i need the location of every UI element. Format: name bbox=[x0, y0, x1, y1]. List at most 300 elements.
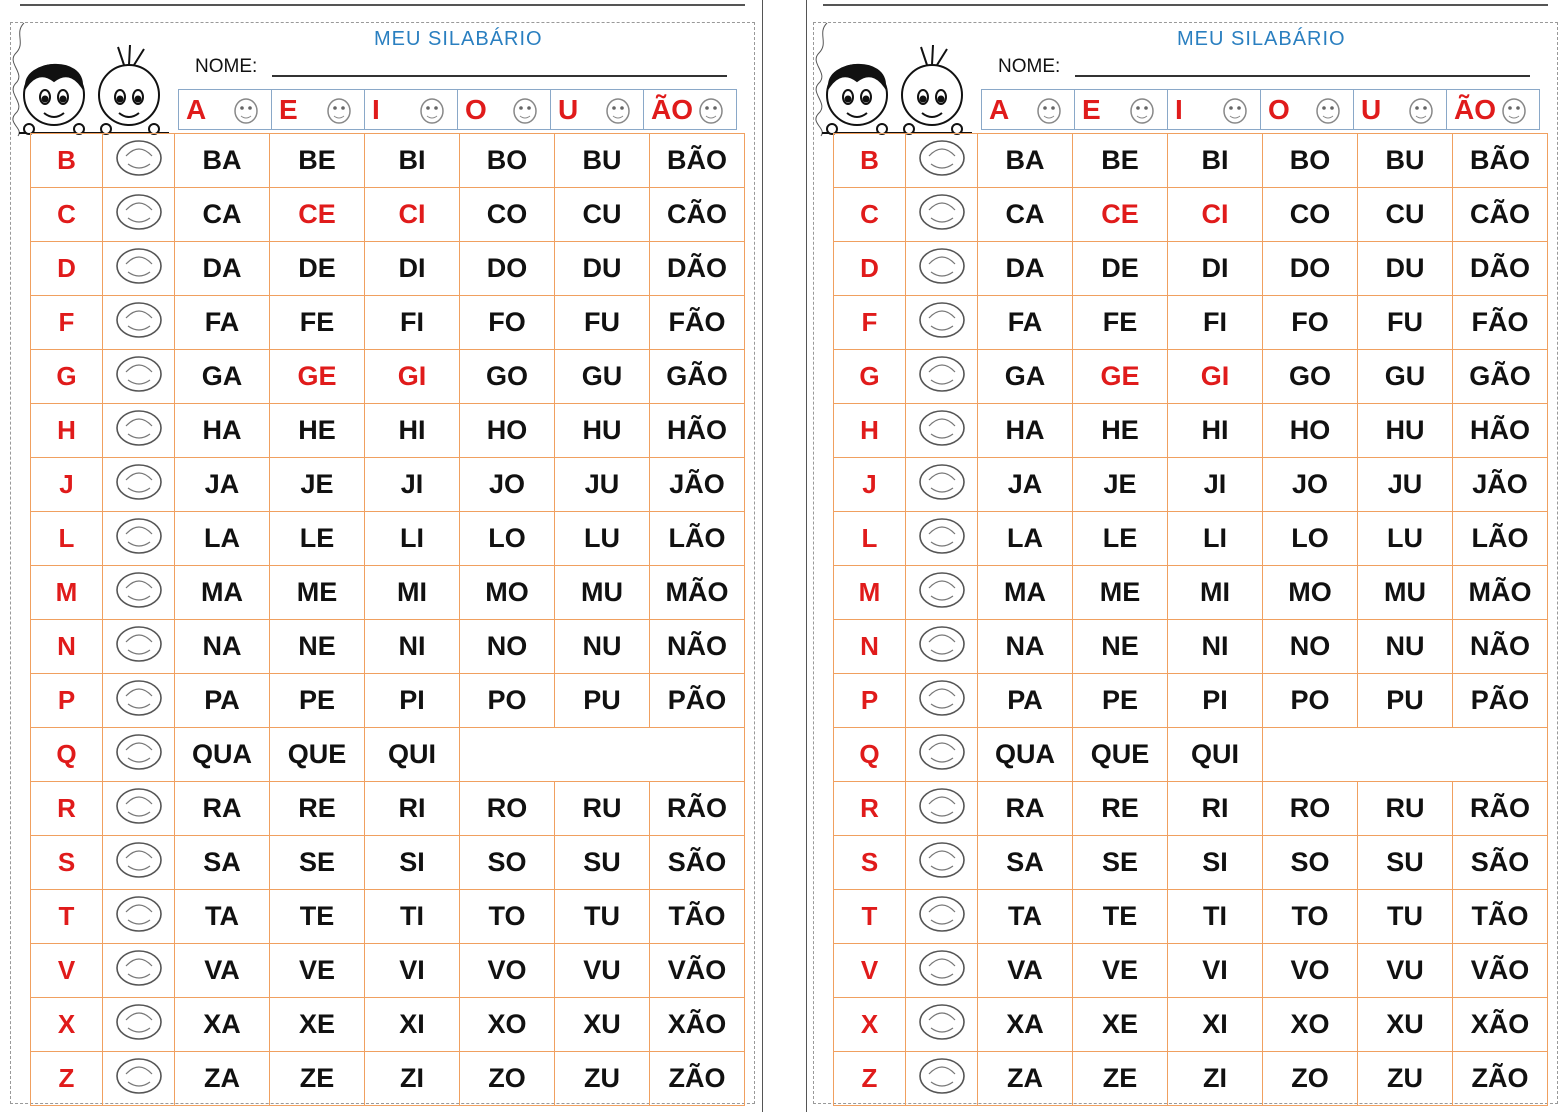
consonant-cell: F bbox=[834, 296, 906, 350]
consonant-cell: J bbox=[834, 458, 906, 512]
syllable-cell: FÃO bbox=[650, 296, 745, 350]
syllable-cell: JA bbox=[175, 458, 270, 512]
picture-cell bbox=[103, 890, 175, 944]
balloon-icon bbox=[1497, 93, 1531, 127]
syllable-cell: XI bbox=[1168, 998, 1263, 1052]
name-field-line[interactable] bbox=[1075, 75, 1530, 77]
syllable-cell: LI bbox=[1168, 512, 1263, 566]
syllable-cell: DU bbox=[555, 242, 650, 296]
indian-icon bbox=[415, 93, 449, 127]
syllable-cell: LO bbox=[460, 512, 555, 566]
syllable-cell: XU bbox=[555, 998, 650, 1052]
table-row bbox=[31, 944, 745, 998]
sun-icon bbox=[108, 836, 170, 882]
owl-icon bbox=[508, 93, 542, 127]
dice-icon bbox=[108, 242, 170, 288]
syllable-cell: TO bbox=[460, 890, 555, 944]
syllable-cell: MI bbox=[365, 566, 460, 620]
cat-icon bbox=[108, 350, 170, 396]
consonant-cell: J bbox=[31, 458, 103, 512]
consonant-cell: M bbox=[31, 566, 103, 620]
syllable-cell: NE bbox=[270, 620, 365, 674]
syllable-cell: RI bbox=[365, 782, 460, 836]
syllable-cell: TÃO bbox=[1453, 890, 1548, 944]
table-row bbox=[834, 134, 1548, 188]
table-row bbox=[834, 998, 1548, 1052]
picture-cell bbox=[906, 944, 978, 998]
syllable-cell: SÃO bbox=[1453, 836, 1548, 890]
syllable-cell: CÃO bbox=[1453, 188, 1548, 242]
syllable-cell: LI bbox=[365, 512, 460, 566]
syllable-cell: MA bbox=[978, 566, 1073, 620]
elephant-icon bbox=[1125, 93, 1159, 127]
picture-cell bbox=[906, 350, 978, 404]
syllable-cell: BI bbox=[365, 134, 460, 188]
syllable-cell: VÃO bbox=[650, 944, 745, 998]
syllable-cell: FE bbox=[270, 296, 365, 350]
syllable-cell: HU bbox=[555, 404, 650, 458]
picture-cell bbox=[103, 350, 175, 404]
picture-cell bbox=[103, 620, 175, 674]
consonant-cell: T bbox=[31, 890, 103, 944]
syllable-cell: DA bbox=[978, 242, 1073, 296]
syllable-cell: CE bbox=[1073, 188, 1168, 242]
syllable-cell: XI bbox=[365, 998, 460, 1052]
syllable-cell: SA bbox=[175, 836, 270, 890]
vowel-header-cell bbox=[365, 90, 458, 130]
syllable-cell: TO bbox=[1263, 890, 1358, 944]
syllable-cell: PÃO bbox=[650, 674, 745, 728]
syllable-cell: SO bbox=[1263, 836, 1358, 890]
syllable-cell: NO bbox=[460, 620, 555, 674]
syllable-cell: MÃO bbox=[1453, 566, 1548, 620]
syllable-cell: BE bbox=[1073, 134, 1168, 188]
syllable-cell: DI bbox=[365, 242, 460, 296]
ship-icon bbox=[911, 620, 973, 666]
vowel-label: U bbox=[1361, 93, 1382, 125]
table-row bbox=[834, 350, 1548, 404]
syllable-cell: NO bbox=[1263, 620, 1358, 674]
syllable-cell: JU bbox=[555, 458, 650, 512]
picture-cell bbox=[906, 728, 978, 782]
syllable-cell: SI bbox=[1168, 836, 1263, 890]
syllable-cell: FA bbox=[175, 296, 270, 350]
picture-cell bbox=[906, 458, 978, 512]
syllable-cell: SE bbox=[1073, 836, 1168, 890]
bear-icon bbox=[1404, 93, 1438, 127]
syllable-cell: BÃO bbox=[650, 134, 745, 188]
syllable-cell: VI bbox=[1168, 944, 1263, 998]
kids-mascot-icon bbox=[817, 45, 977, 135]
vowel-header-cell bbox=[1261, 90, 1354, 130]
syllable-cell: XE bbox=[1073, 998, 1168, 1052]
syllable-cell: JA bbox=[978, 458, 1073, 512]
house-icon bbox=[108, 188, 170, 234]
vowel-header-cell bbox=[644, 90, 737, 130]
vowel-header-cell bbox=[179, 90, 272, 130]
vowel-label: A bbox=[989, 93, 1010, 125]
table-row bbox=[31, 728, 745, 782]
syllable-cell: ZÃO bbox=[1453, 1052, 1548, 1106]
picture-cell bbox=[906, 674, 978, 728]
syllable-cell: SÃO bbox=[650, 836, 745, 890]
syllable-cell: CI bbox=[1168, 188, 1263, 242]
table-row bbox=[834, 404, 1548, 458]
owl-icon bbox=[1311, 93, 1345, 127]
syllable-cell: XA bbox=[175, 998, 270, 1052]
syllable-cell: TÃO bbox=[650, 890, 745, 944]
frog-icon bbox=[911, 782, 973, 828]
syllable-cell: TA bbox=[978, 890, 1073, 944]
candy-icon bbox=[108, 134, 170, 180]
picture-cell bbox=[906, 1052, 978, 1106]
table-row bbox=[31, 566, 745, 620]
syllable-cell: SU bbox=[1358, 836, 1453, 890]
syllable-cell: VO bbox=[1263, 944, 1358, 998]
page-title: MEU SILABÁRIO bbox=[374, 28, 543, 50]
syllable-cell: VI bbox=[365, 944, 460, 998]
table-row bbox=[834, 836, 1548, 890]
moon-icon bbox=[108, 512, 170, 558]
sun-icon bbox=[911, 836, 973, 882]
table-row bbox=[834, 296, 1548, 350]
consonant-cell: X bbox=[834, 998, 906, 1052]
syllable-cell: JE bbox=[270, 458, 365, 512]
fish-icon bbox=[108, 674, 170, 720]
cow-icon bbox=[108, 944, 170, 990]
syllable-cell: DÃO bbox=[650, 242, 745, 296]
syllable-cell: LO bbox=[1263, 512, 1358, 566]
syllable-cell: QUA bbox=[978, 728, 1073, 782]
syllable-cell: XU bbox=[1358, 998, 1453, 1052]
jeep-icon bbox=[911, 458, 973, 504]
syllable-cell: HE bbox=[270, 404, 365, 458]
syllable-cell: NA bbox=[978, 620, 1073, 674]
table-row bbox=[31, 998, 745, 1052]
picture-cell bbox=[103, 296, 175, 350]
consonant-cell: H bbox=[834, 404, 906, 458]
table-row bbox=[31, 188, 745, 242]
consonant-cell: G bbox=[834, 350, 906, 404]
picture-cell bbox=[103, 566, 175, 620]
syllable-table bbox=[833, 133, 1548, 1106]
syllable-cell: BI bbox=[1168, 134, 1263, 188]
picture-cell bbox=[103, 782, 175, 836]
vowel-label: E bbox=[1082, 93, 1101, 125]
worksheet-left bbox=[0, 0, 760, 1112]
cow-icon bbox=[911, 944, 973, 990]
top-border bbox=[20, 4, 745, 6]
syllable-cell: RO bbox=[1263, 782, 1358, 836]
picture-cell bbox=[906, 404, 978, 458]
bee-icon bbox=[229, 93, 263, 127]
syllable-cell: GA bbox=[978, 350, 1073, 404]
picture-cell bbox=[906, 782, 978, 836]
consonant-cell: P bbox=[31, 674, 103, 728]
cup-icon bbox=[911, 998, 973, 1044]
syllable-cell: FI bbox=[1168, 296, 1263, 350]
syllable-cell: ZU bbox=[1358, 1052, 1453, 1106]
syllable-cell: RÃO bbox=[1453, 782, 1548, 836]
syllable-cell: SI bbox=[365, 836, 460, 890]
turtle-icon bbox=[911, 890, 973, 936]
table-row bbox=[834, 674, 1548, 728]
picture-cell bbox=[103, 512, 175, 566]
syllable-cell: JO bbox=[460, 458, 555, 512]
syllable-cell: RA bbox=[175, 782, 270, 836]
kids-mascot-icon bbox=[14, 45, 174, 135]
syllable-cell: PE bbox=[270, 674, 365, 728]
jeep-icon bbox=[108, 458, 170, 504]
syllable-cell: JÃO bbox=[650, 458, 745, 512]
syllable-cell: GI bbox=[365, 350, 460, 404]
syllable-cell: PA bbox=[175, 674, 270, 728]
vowel-label: A bbox=[186, 93, 207, 125]
syllable-cell: FO bbox=[1263, 296, 1358, 350]
worksheet-right bbox=[803, 0, 1563, 1112]
syllable-cell: BO bbox=[460, 134, 555, 188]
consonant-cell: C bbox=[31, 188, 103, 242]
syllable-cell: XO bbox=[1263, 998, 1358, 1052]
syllable-cell: QUI bbox=[365, 728, 460, 782]
syllable-cell: BA bbox=[175, 134, 270, 188]
table-row bbox=[834, 782, 1548, 836]
vowel-label: O bbox=[465, 93, 487, 125]
consonant-cell: F bbox=[31, 296, 103, 350]
table-row bbox=[31, 620, 745, 674]
vowel-header-cell bbox=[272, 90, 365, 130]
indian-icon bbox=[1218, 93, 1252, 127]
syllable-cell: CA bbox=[175, 188, 270, 242]
vowel-header-cell bbox=[1075, 90, 1168, 130]
syllable-cell: SA bbox=[978, 836, 1073, 890]
name-label: NOME: bbox=[195, 56, 258, 77]
syllable-cell: HI bbox=[1168, 404, 1263, 458]
syllable-cell: FÃO bbox=[1453, 296, 1548, 350]
syllable-cell: GU bbox=[555, 350, 650, 404]
consonant-cell: G bbox=[31, 350, 103, 404]
syllable-cell: CU bbox=[1358, 188, 1453, 242]
syllable-cell: RA bbox=[978, 782, 1073, 836]
syllable-cell: HU bbox=[1358, 404, 1453, 458]
table-row bbox=[834, 944, 1548, 998]
syllable-cell: ZE bbox=[270, 1052, 365, 1106]
vowel-header-cell bbox=[1447, 90, 1540, 130]
elephant-icon bbox=[322, 93, 356, 127]
table-row bbox=[834, 566, 1548, 620]
vowel-label: U bbox=[558, 93, 579, 125]
table-row bbox=[31, 242, 745, 296]
consonant-cell: D bbox=[834, 242, 906, 296]
consonant-cell: T bbox=[834, 890, 906, 944]
picture-cell bbox=[906, 836, 978, 890]
syllable-cell: HO bbox=[1263, 404, 1358, 458]
syllable-cell: HO bbox=[460, 404, 555, 458]
bear-icon bbox=[601, 93, 635, 127]
syllable-cell: NÃO bbox=[650, 620, 745, 674]
vowel-header-cell bbox=[551, 90, 644, 130]
syllable-cell: MÃO bbox=[650, 566, 745, 620]
syllable-cell: BE bbox=[270, 134, 365, 188]
syllable-cell: MU bbox=[1358, 566, 1453, 620]
moon-icon bbox=[911, 512, 973, 558]
syllable-cell: ZA bbox=[978, 1052, 1073, 1106]
table-row bbox=[31, 890, 745, 944]
consonant-cell: M bbox=[834, 566, 906, 620]
syllable-cell: RU bbox=[1358, 782, 1453, 836]
picture-cell bbox=[906, 512, 978, 566]
consonant-cell: Z bbox=[834, 1052, 906, 1106]
consonant-cell: N bbox=[31, 620, 103, 674]
picture-cell bbox=[906, 242, 978, 296]
table-row bbox=[31, 836, 745, 890]
bee-icon bbox=[1032, 93, 1066, 127]
syllable-cell: FE bbox=[1073, 296, 1168, 350]
syllable-cell: GO bbox=[1263, 350, 1358, 404]
syllable-cell: HE bbox=[1073, 404, 1168, 458]
syllable-cell: PO bbox=[460, 674, 555, 728]
syllable-cell: GI bbox=[1168, 350, 1263, 404]
table-row bbox=[31, 674, 745, 728]
syllable-cell: BO bbox=[1263, 134, 1358, 188]
syllable-cell: HÃO bbox=[650, 404, 745, 458]
syllable-cell: RU bbox=[555, 782, 650, 836]
house-icon bbox=[911, 188, 973, 234]
syllable-cell: ZO bbox=[1263, 1052, 1358, 1106]
syllable-cell: ZE bbox=[1073, 1052, 1168, 1106]
syllable-cell: DÃO bbox=[1453, 242, 1548, 296]
cat-icon bbox=[911, 350, 973, 396]
syllable-cell: MO bbox=[1263, 566, 1358, 620]
consonant-cell: S bbox=[834, 836, 906, 890]
syllable-cell: SE bbox=[270, 836, 365, 890]
syllable-cell: CO bbox=[1263, 188, 1358, 242]
vowel-header bbox=[981, 89, 1540, 130]
syllable-cell: PI bbox=[1168, 674, 1263, 728]
cheese-icon bbox=[108, 728, 170, 774]
table-row bbox=[31, 782, 745, 836]
syllable-cell: DO bbox=[1263, 242, 1358, 296]
syllable-cell: LÃO bbox=[1453, 512, 1548, 566]
syllable-cell: ZO bbox=[460, 1052, 555, 1106]
syllable-cell: QUE bbox=[270, 728, 365, 782]
syllable-cell: RE bbox=[1073, 782, 1168, 836]
table-row bbox=[834, 458, 1548, 512]
vowel-header-cell bbox=[982, 90, 1075, 130]
syllable-cell: HI bbox=[365, 404, 460, 458]
empty-cell bbox=[1263, 728, 1548, 782]
cheese-icon bbox=[911, 728, 973, 774]
syllable-cell: BU bbox=[555, 134, 650, 188]
syllable-cell: FU bbox=[1358, 296, 1453, 350]
syllable-cell: QUE bbox=[1073, 728, 1168, 782]
flower-icon bbox=[911, 404, 973, 450]
consonant-cell: B bbox=[834, 134, 906, 188]
syllable-cell: GU bbox=[1358, 350, 1453, 404]
syllable-cell: ZA bbox=[175, 1052, 270, 1106]
picture-cell bbox=[906, 890, 978, 944]
vowel-header-cell bbox=[458, 90, 551, 130]
syllable-cell: DI bbox=[1168, 242, 1263, 296]
syllable-cell: RO bbox=[460, 782, 555, 836]
table-row bbox=[31, 1052, 745, 1106]
syllable-cell: TE bbox=[1073, 890, 1168, 944]
table-row bbox=[31, 458, 745, 512]
picture-cell bbox=[103, 404, 175, 458]
vowel-label: O bbox=[1268, 93, 1290, 125]
vowel-label: ÃO bbox=[1454, 93, 1496, 125]
vowel-header-cell bbox=[1168, 90, 1261, 130]
syllable-cell: QUI bbox=[1168, 728, 1263, 782]
syllable-cell: CI bbox=[365, 188, 460, 242]
picture-cell bbox=[906, 620, 978, 674]
consonant-cell: R bbox=[834, 782, 906, 836]
consonant-cell: P bbox=[834, 674, 906, 728]
syllable-cell: XO bbox=[460, 998, 555, 1052]
table-row bbox=[834, 890, 1548, 944]
syllable-cell: VE bbox=[1073, 944, 1168, 998]
consonant-cell: V bbox=[834, 944, 906, 998]
apple-icon bbox=[911, 566, 973, 612]
syllable-cell: LU bbox=[555, 512, 650, 566]
syllable-cell: GA bbox=[175, 350, 270, 404]
ship-icon bbox=[108, 620, 170, 666]
syllable-cell: NI bbox=[1168, 620, 1263, 674]
name-field-line[interactable] bbox=[272, 75, 727, 77]
syllable-cell: BU bbox=[1358, 134, 1453, 188]
picture-cell bbox=[103, 998, 175, 1052]
picture-cell bbox=[103, 1052, 175, 1106]
syllable-cell: VE bbox=[270, 944, 365, 998]
table-row bbox=[834, 512, 1548, 566]
syllable-cell: FU bbox=[555, 296, 650, 350]
syllable-cell: VÃO bbox=[1453, 944, 1548, 998]
name-label: NOME: bbox=[998, 56, 1061, 77]
syllable-cell: CU bbox=[555, 188, 650, 242]
consonant-cell: V bbox=[31, 944, 103, 998]
syllable-cell: PA bbox=[978, 674, 1073, 728]
table-row bbox=[31, 134, 745, 188]
table-row bbox=[31, 404, 745, 458]
syllable-cell: PE bbox=[1073, 674, 1168, 728]
empty-cell bbox=[460, 728, 745, 782]
syllable-cell: LA bbox=[978, 512, 1073, 566]
syllable-cell: NI bbox=[365, 620, 460, 674]
syllable-cell: ZU bbox=[555, 1052, 650, 1106]
syllable-cell: ZI bbox=[1168, 1052, 1263, 1106]
syllable-cell: NE bbox=[1073, 620, 1168, 674]
syllable-cell: FO bbox=[460, 296, 555, 350]
syllable-cell: HA bbox=[978, 404, 1073, 458]
top-border bbox=[823, 4, 1548, 6]
consonant-cell: C bbox=[834, 188, 906, 242]
picture-cell bbox=[103, 836, 175, 890]
syllable-cell: CÃO bbox=[650, 188, 745, 242]
seal-icon bbox=[108, 296, 170, 342]
syllable-cell: RE bbox=[270, 782, 365, 836]
consonant-cell: D bbox=[31, 242, 103, 296]
table-row bbox=[31, 512, 745, 566]
syllable-cell: TU bbox=[1358, 890, 1453, 944]
consonant-cell: L bbox=[834, 512, 906, 566]
table-row bbox=[31, 350, 745, 404]
syllable-cell: TE bbox=[270, 890, 365, 944]
syllable-cell: CE bbox=[270, 188, 365, 242]
toothpaste-icon bbox=[108, 1052, 170, 1098]
seal-icon bbox=[911, 296, 973, 342]
turtle-icon bbox=[108, 890, 170, 936]
syllable-cell: VA bbox=[978, 944, 1073, 998]
